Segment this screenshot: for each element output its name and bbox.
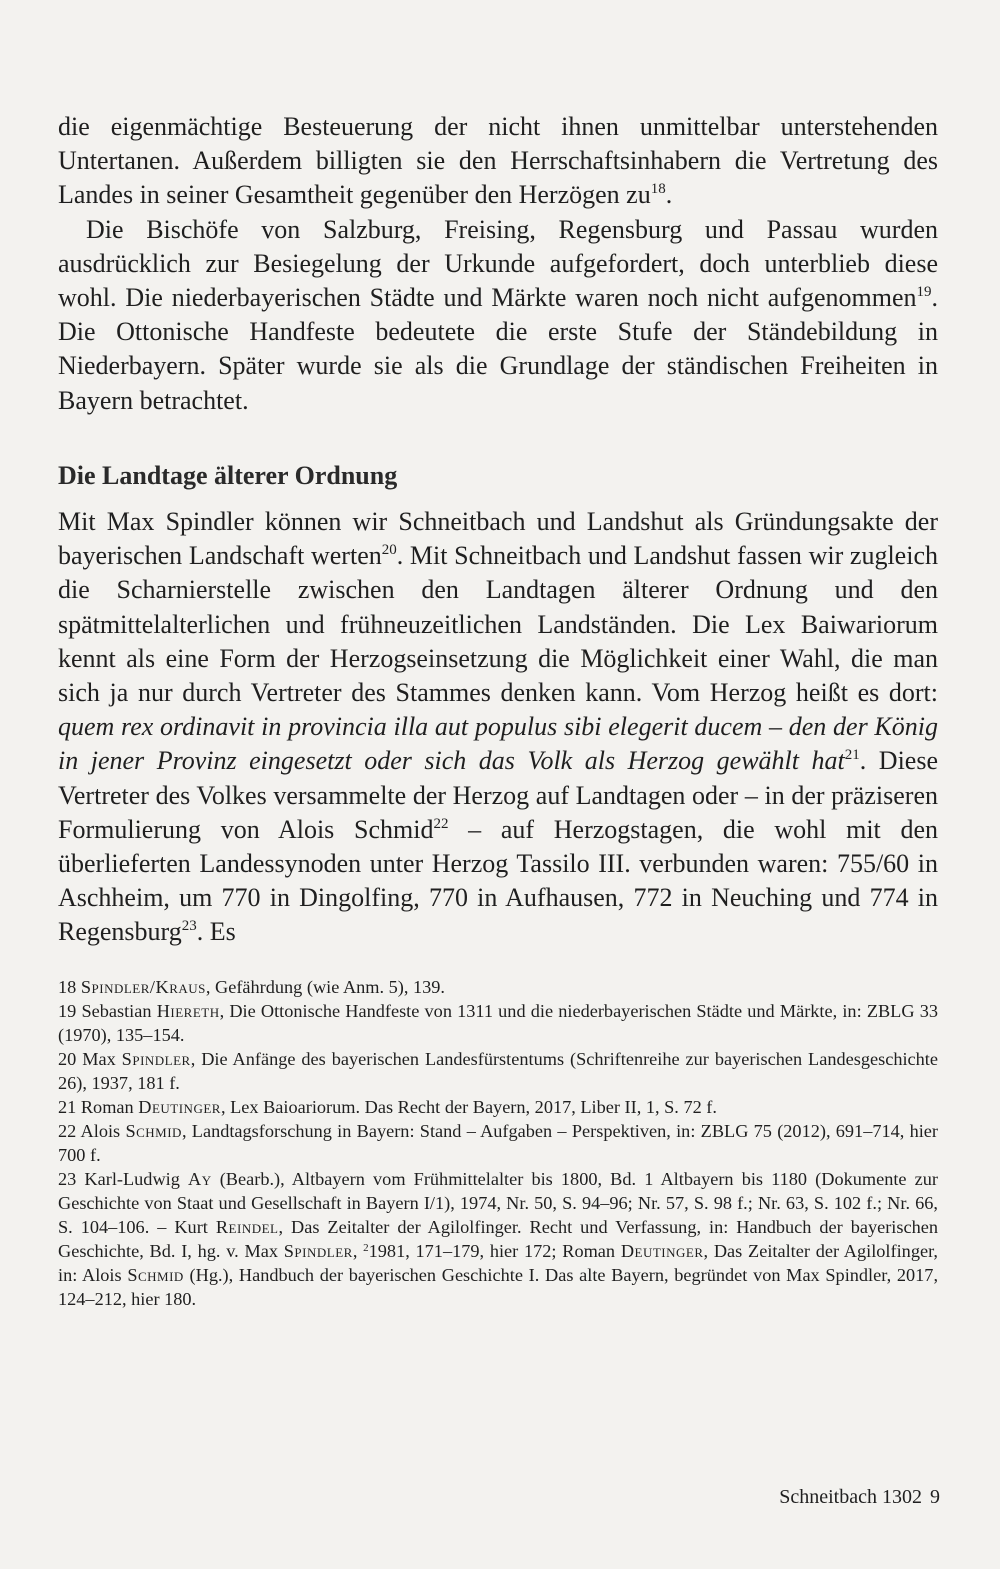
footnote-ref[interactable]: 18 bbox=[650, 181, 666, 198]
footnote-ref[interactable]: 20 bbox=[381, 542, 397, 559]
edition-superscript: 2 bbox=[363, 1242, 369, 1254]
paragraph: Mit Max Spindler können wir Schneitbach und Landshut als Gründungsakte der bayerischen Landschaft werten$^{20}$. Mit Schneitbach und Landshut fassen wir zugleich die Scharnierstelle zwischen den Landtagen älterer Ordnung und den spätmittelalterlichen und frühneuzeitlichen Landständen. Die Lex Baiwariorum kennt als eine Form der Herzogseinsetzung die Möglichkeit einer Wahl, die man sich ja nur durch Vertreter des Stammes denken kann. Vom Herzog heißt es dort: quem rex ordinavit in provincia illa aut populus sibi elegerit ducem – den der König in jener Provinz eingesetzt oder sich das Volk als Herzog gewählt hat$^{21}$. Diese Vertreter des Volkes versammelte der Herzog auf Landtagen oder – in der präziseren Formulierung von Alois Schmid$^{22}$ – auf Herzogstagen, die wohl mit den überlieferten Landessynoden unter Herzog Tassilo III. verbunden waren: 755/60 in Aschheim, um 770 in Dingolfing, 770 in Aufhausen, 772 in Neuching und 774 in Regensburg$^{23}$. Es bbox=[58, 507, 939, 947]
author-name: Deutinger bbox=[620, 1241, 704, 1261]
running-footer bbox=[779, 1486, 940, 1509]
author-name: Ay bbox=[188, 1169, 212, 1189]
footnote: 23 Karl-Ludwig Ay (Bearb.), Altbayern vom Frühmittelalter bis 1800, Bd. 1 Altbayern bis 1180 (Dokumente zur Geschichte von Staat und Gesellschaft in Bayern I/1), 1974, Nr. 50, S. 94–96; Nr. 57, S. 98 f.; Nr. 63, S. 102 f.; Nr. 66, S. 104–106. – Kurt Reindel, Das Zeitalter der Agilolfinger. Recht und Verfassung, in: Handbuch der bayerischen Geschichte, Bd. I, hg. v. Max Spindler, $^2$1981, 171–179, hier 172; Roman Deutinger, Das Zeitalter der Agilolfinger, in: Alois Schmid (Hg.), Handbuch der bayerischen Geschichte I. Das alte Bayern, begründet von Max Spindler, 2017, 124–212, hier 180. bbox=[58, 1169, 939, 1309]
author-name: Hiereth bbox=[156, 1001, 220, 1021]
footnote: 19 Sebastian Hiereth, Die Ottonische Handfeste von 1311 und die niederbayerischen Städte und Märkte, in: ZBLG 33 (1970), 135–154. bbox=[58, 1001, 938, 1045]
author-name: Reindel bbox=[215, 1217, 279, 1237]
footnote: 20 Max Spindler, Die Anfänge des bayerischen Landesfürstentums (Schriftenreihe zur bayerischen Landesgeschichte 26), 1937, 181 f. bbox=[58, 1049, 938, 1093]
author-name: Spindler bbox=[283, 1241, 353, 1261]
footnote: 22 Alois Schmid, Landtagsforschung in Bayern: Stand – Aufgaben – Perspektiven, in: ZBLG 75 (2012), 691–714, hier 700 f. bbox=[58, 1121, 939, 1165]
author-name: Deutinger bbox=[138, 1097, 221, 1117]
latin-quote: quem rex ordinavit in provincia illa aut populus sibi elegerit ducem – den der König in jener Provinz eingesetzt oder sich das Volk als Herzog gewählt hat bbox=[58, 712, 938, 776]
footnote-ref[interactable]: 22 bbox=[433, 815, 449, 832]
author-name: Spindler bbox=[121, 1049, 191, 1069]
paragraph: Die Bischöfe von Salzburg, Freising, Regensburg und Passau wurden ausdrücklich zur Besiegelung der Urkunde aufgefordert, doch unterblieb diese wohl. Die niederbayerischen Städte und Märkte waren noch nicht aufgenommen$^{19}$. Die Ottonische Handfeste bedeutete die erste Stufe der Ständebildung in Niederbayern. Später wurde sie als die Grundlage der ständischen Freiheiten in Bayern betrachtet. bbox=[58, 214, 938, 415]
author-name: Schmid bbox=[127, 1265, 184, 1285]
footnote-ref[interactable]: 19 bbox=[916, 284, 932, 301]
page-number: 9 bbox=[930, 1486, 940, 1508]
section-heading: Die Landtage älterer Ordnung bbox=[58, 460, 398, 490]
footnote: 18 Spindler/Kraus, Gefährdung (wie Anm. 5), 139. bbox=[58, 977, 446, 997]
author-name: Schmid bbox=[125, 1121, 182, 1141]
main-text bbox=[58, 110, 938, 950]
paragraph: die eigenmächtige Besteuerung der nicht ihnen unmittelbar unterstehenden Untertanen. Außerdem billigten sie den Herrschaftsinhabern die Vertretung des Landes in seiner Gesamtheit gegenüber den Herzögen $zu^{18}$. bbox=[58, 112, 938, 210]
footnote: 21 Roman Deutinger, Lex Baioariorum. Das Recht der Bayern, 2017, Liber II, 1, S. 72 f. bbox=[58, 1097, 717, 1117]
footnotes bbox=[58, 975, 938, 1311]
running-title: Schneitbach 1302 bbox=[779, 1486, 922, 1508]
footnote-ref[interactable]: 21 bbox=[844, 747, 860, 764]
footnote-ref[interactable]: 23 bbox=[181, 918, 197, 935]
author-name: Spindler/Kraus bbox=[80, 977, 206, 997]
